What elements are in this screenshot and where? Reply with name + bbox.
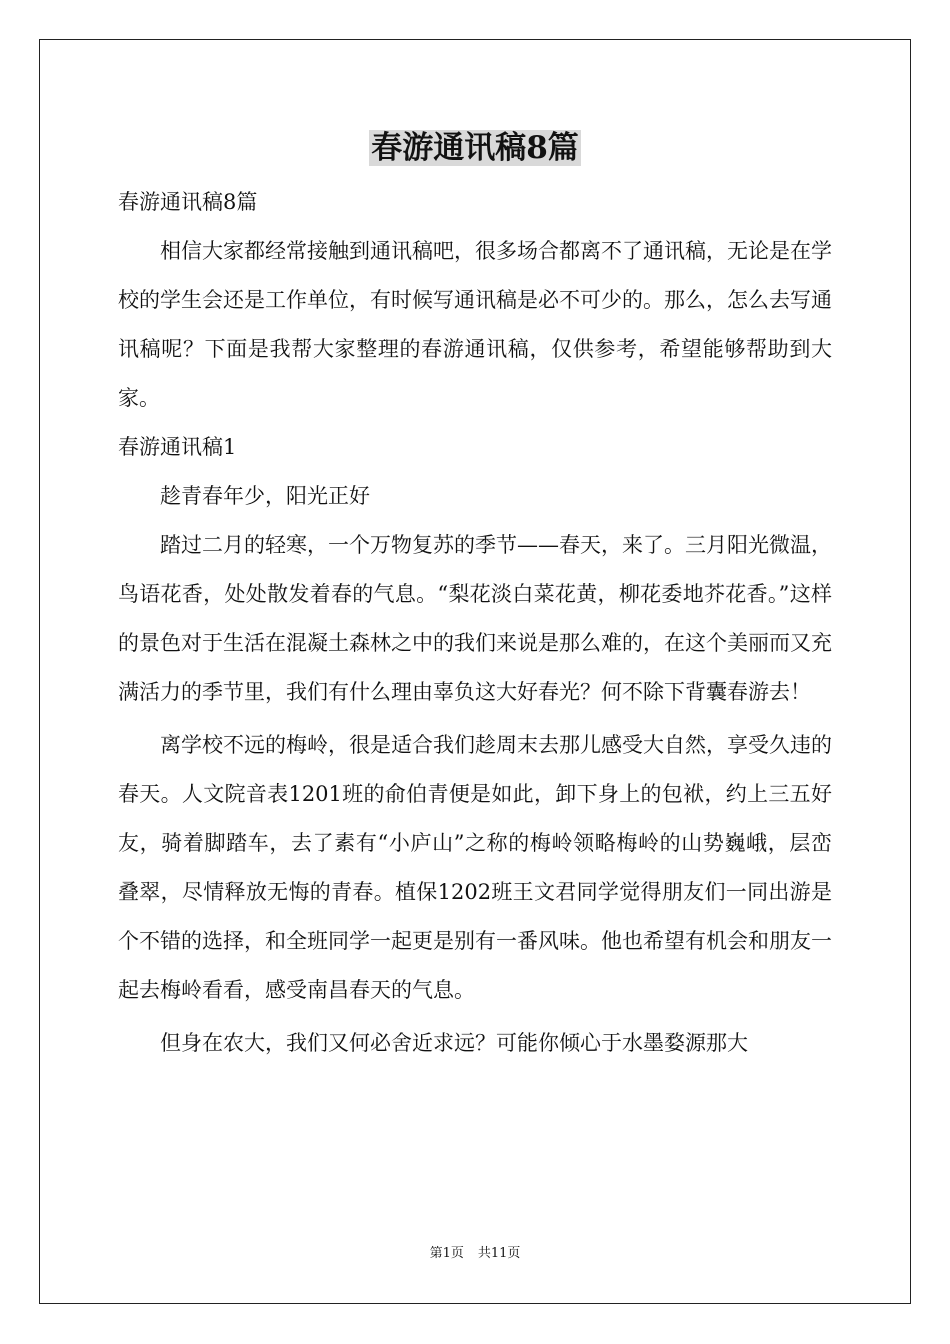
page-number: 第1页 [429,1246,464,1261]
page-total: 共11页 [477,1246,521,1261]
body-paragraph-3: 但身在农大，我们又何必舍近求远？可能你倾心于水墨婺源那大 [160,1031,748,1055]
section-title: 趁青春年少，阳光正好 [160,484,370,508]
page-footer [0,1244,950,1264]
body-paragraph-1: 踏过二月的轻寒，一个万物复苏的季节——春天，来了。三月阳光微温，鸟语花香，处处散发着春的气息。“梨花淡白菜花黄，柳花委地芥花香。”这样的景色对于生活在混凝土森林之中的我们来说是那么难的，在这个美丽而又充满活力的季节里，我们有什么理由辜负这大好春光？何不除下背囊春游去！ [118,533,832,704]
document-subtitle: 春游通讯稿8篇 [118,190,258,214]
section-heading: 春游通讯稿1 [118,435,237,459]
document-body [118,178,832,1068]
document-title [0,128,950,168]
document-title-text: 春游通讯稿8篇 [371,130,579,166]
intro-paragraph: 相信大家都经常接触到通讯稿吧，很多场合都离不了通讯稿，无论是在学校的学生会还是工作单位，有时候写通讯稿是必不可少的。那么，怎么去写通讯稿呢？下面是我帮大家整理的春游通讯稿，仅供参考，希望能够帮助到大家。 [118,239,832,410]
body-paragraph-2: 离学校不远的梅岭，很是适合我们趁周末去那儿感受大自然，享受久违的春天。人文院音表1201班的俞伯青便是如此，卸下身上的包袱，约上三五好友，骑着脚踏车，去了素有“小庐山”之称的梅岭领略梅岭的山势巍峨，层峦叠翠，尽情释放无悔的青春。植保1202班王文君同学觉得朋友们一同出游是个不错的选择，和全班同学一起更是别有一番风味。他也希望有机会和朋友一起去梅岭看看，感受南昌春天的气息。 [118,733,832,1002]
